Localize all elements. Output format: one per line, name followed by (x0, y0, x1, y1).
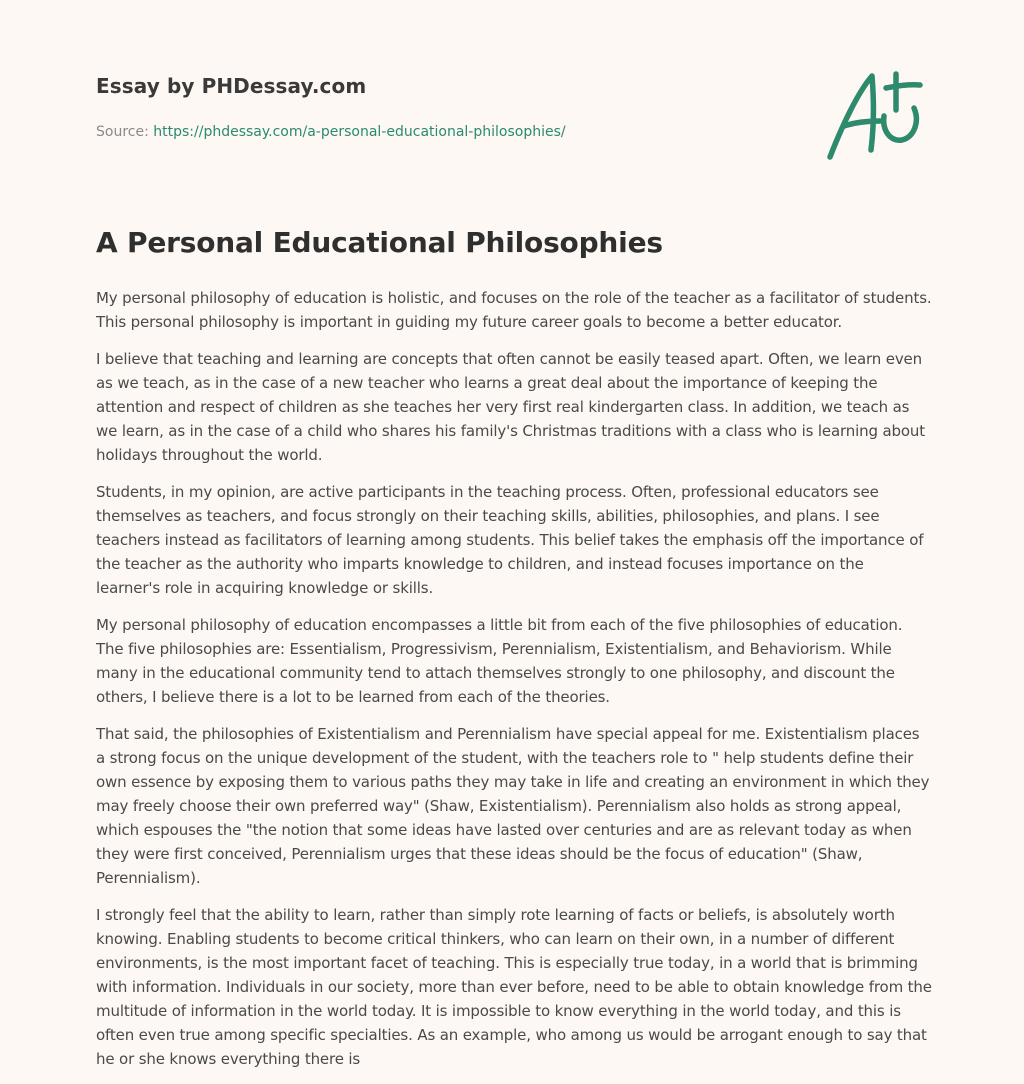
page-header (96, 74, 796, 140)
article-paragraph: I believe that teaching and learning are concepts that often cannot be easily teased apart. Often, we learn even as we teach, as in the case of a new teacher who learns a great deal about the importance of keeping the attention and respect of children as she teaches her very first real kindergarten class. In addition, we teach as we learn, as in the case of a child who shares his family's Christmas traditions with a class who is learning about holidays throughout the world. (96, 350, 926, 464)
site-brand: Essay by PHDessay.com (96, 74, 367, 98)
article-paragraph: Students, in my opinion, are active participants in the teaching process. Often, professional educators see themselves as teachers, and focus strongly on their teaching skills, abilities, philosophies, and plans. I see teachers instead as facilitators of learning among students. This belief takes the emphasis off the importance of the teacher as the authority who imparts knowledge to children, and instead focuses importance on the learner's role in acquiring knowledge or skills. (96, 483, 924, 597)
article-paragraph: I strongly feel that the ability to learn, rather than simply rote learning of facts or beliefs, is absolutely worth knowing. Enabling students to become critical thinkers, who can learn on their own, in a number of different environments, is the most important facet of teaching. This is especially true today, in a world that is brimming with information. Individuals in our society, more than ever before, need to be able to obtain knowledge from the multitude of information in the world today. It is impossible to know everything in the world today, and this is often even true among specific specialties. As an example, who among us would be arrogant enough to say that he or she knows everything there is (96, 906, 932, 1068)
a-plus-grade-icon (822, 64, 932, 168)
article-title: A Personal Educational Philosophies (96, 226, 663, 259)
source-label: Source: (96, 124, 149, 140)
article-body (96, 286, 932, 1084)
article-paragraph: My personal philosophy of education is holistic, and focuses on the role of the teacher as a facilitator of students. This personal philosophy is important in guiding my future career goals to become a better educator. (96, 289, 932, 331)
article-paragraph: My personal philosophy of education encompasses a little bit from each of the five philosophies of education. The five philosophies are: Essentialism, Progressivism, Perennialism, Existentialism, and Behaviorism. While many in the educational community tend to attach themselves strongly to one philosophy, and discount the others, I believe there is a lot to be learned from each of the theories. (96, 616, 903, 706)
article-paragraph: That said, the philosophies of Existentialism and Perennialism have special appeal for me. Existentialism places a strong focus on the unique development of the student, with the teachers role to " help students define their own essence by exposing them to various paths they may take in life and creating an environment in which they may freely choose their own preferred way" (Shaw, Existentialism). Perennialism also holds as strong appeal, which espouses the "the notion that some ideas have lasted over centuries and are as relevant today as when they were first conceived, Perennialism urges that these ideas should be the focus of education" (Shaw, Perennialism). (96, 725, 930, 887)
source-line (96, 124, 796, 140)
source-link[interactable]: https://phdessay.com/a-personal-educational-philosophies/ (153, 124, 566, 140)
